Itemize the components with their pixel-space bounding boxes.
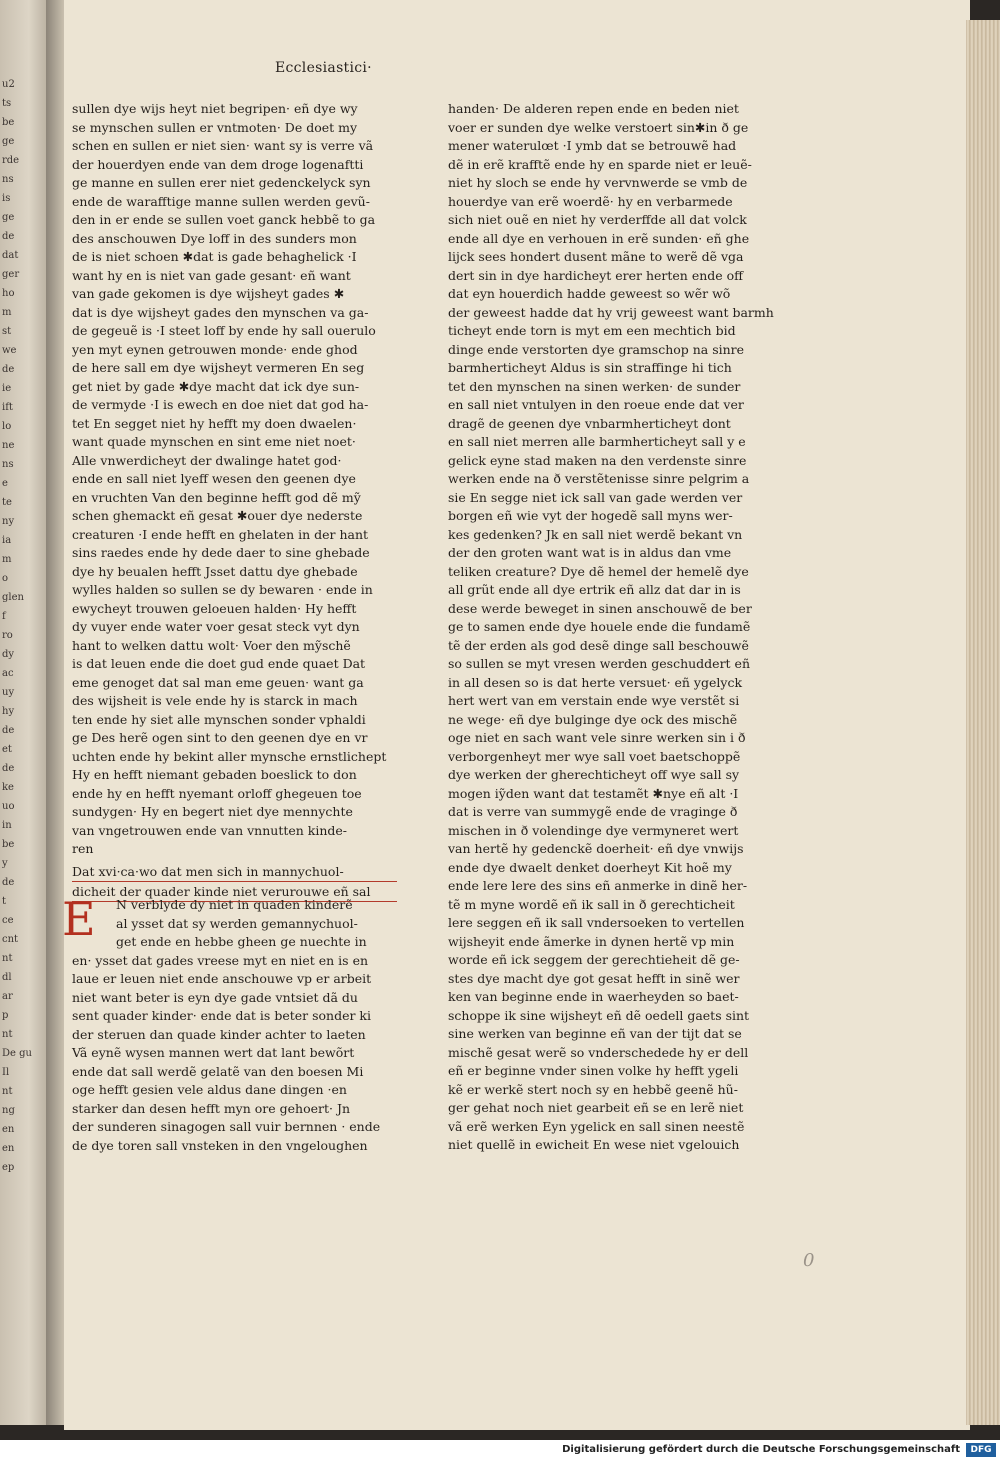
text-line: mischẽ gesat werẽ so vnderschedede hy er dell [448,1044,749,1060]
facing-page-fragment: uy [2,687,15,698]
text-line: stes dye macht dye got gesat hefft in sinẽ wer [448,970,740,986]
text-line: Hy en hefft niemant gebaden boeslick to don [72,767,357,782]
text-line: want hy en is niet van gade gesant· eñ want [72,267,351,283]
text-line: sie En segge niet ick sall van gade werden ver [448,489,743,505]
text-line: ende all dye en verhouen in erẽ sunden· eñ ghe [448,230,750,246]
facing-page-fragment: ge [2,212,15,223]
facing-page-fragment: m [2,307,12,318]
facing-page-fragment: nt [2,1029,13,1040]
facing-page-fragment: de [2,725,15,736]
facing-page-fragment: ns [2,174,14,185]
facing-page-fragment: be [2,117,15,128]
text-line: ende en sall niet lyeff wesen den geenen dye [72,471,356,486]
facing-page-fragment: en [2,1124,15,1135]
text-line: so sullen se myt vresen werden geschuddert eñ [448,656,750,671]
text-line: N verblyde dy niet in quaden kinderẽ [116,897,353,912]
text-line: dye hy beualen hefft Jsset dattu dye ghebade [72,563,358,579]
text-line: lijck sees hondert dusent mãne to werẽ dẽ vga [448,249,744,264]
facing-page-fragment: ke [2,782,14,793]
text-line: worde eñ ick seggem der gerechtieheit dẽ ge- [448,952,740,967]
text-line: en sall niet vntulyen in den roeue ende dat ver [448,397,744,412]
facing-page-fragment: ho [2,288,15,299]
text-line: sundygen· Hy en begert niet dye mennychte [72,804,353,819]
facing-page-fragment: de [2,364,15,375]
facing-page-fragment: p [2,1010,9,1021]
facing-page-fragment: ce [2,915,14,926]
text-line: gelick eyne stad maken na den verdenste sinre [448,452,747,468]
text-line: all grũt ende all dye ertrik eñ allz dat dar in is [448,582,741,597]
text-line: de vermyde ·I is ewech en doe niet dat god ha- [72,397,369,412]
facing-page-fragment: e [2,478,8,489]
text-line: sins raedes ende hy dede daer to sine ghebade [72,545,370,560]
facing-page-fragment: ns [2,459,14,470]
text-line: en sall niet merren alle barmherticheyt sall y e [448,434,746,449]
text-line: ende hy en hefft nyemant orloff ghegeuen toe [72,785,362,801]
text-line: van vngetrouwen ende van vnnutten kinde- [72,822,348,838]
text-line: yen myt eynen getrouwen monde· ende ghod [72,341,358,357]
text-line: hant to welken dattu wolt· Voer den mỹschẽ [72,637,351,653]
text-line: des anschouwen Dye loff in des sunders mon [72,230,357,246]
facing-page-fragment: ac [2,668,14,679]
credit-text: Digitalisierung gefördert durch die Deutsche Forschungsgemeinschaft [562,1444,960,1455]
facing-page-fragment: st [2,326,12,337]
text-line: der sunderen sinagogen sall vuir bernnen · ende [72,1119,381,1134]
facing-page-fragment: ar [2,991,13,1002]
text-line: handen· De alderen repen ende en beden niet [448,101,739,116]
text-line: dinge ende verstorten dye gramschop na sinre [448,341,745,357]
text-line: ende dye dwaelt denket doerheyt Kit hoẽ my [448,859,732,875]
facing-page-fragment: ro [2,630,13,641]
right-column [448,100,774,1155]
facing-page-fragment: ny [2,516,15,527]
text-line: dẽ in erẽ krafftẽ ende hy en sparde niet er leuẽ- [448,156,752,172]
text-line: wylles halden so sullen se dy bewaren · ende in [72,582,373,597]
facing-page-fragment: ia [2,535,12,546]
folio-mark: 0 [803,1250,815,1271]
facing-page-fragment: de [2,763,15,774]
text-line: vã erẽ werken Eyn ygelick en sall sinen neestẽ [448,1118,745,1134]
text-line: get ende en hebbe gheen ge nuechte in [116,934,367,949]
text-line: en vruchten Van den beginne hefft god dẽ mỹ [72,489,361,505]
text-line: van gade gekomen is dye wijsheyt gades ✱ [72,286,345,301]
text-line: starker dan desen hefft myn ore gehoert· Jn [72,1100,351,1116]
text-line: werken ende na ð verstẽtenisse sinre pelgrim a [448,471,750,486]
facing-page-fragment: be [2,839,15,850]
facing-page-fragment: ift [2,402,13,413]
facing-page-fragment: in [2,820,12,831]
text-line: al ysset dat sy werden gemannychuol- [116,915,358,931]
facing-page-fragment: ger [2,269,20,280]
text-line: van hertẽ hy gedenckẽ doerheit· eñ dye vnwijs [448,841,744,856]
text-line: ge to samen ende dye houele ende die fundamẽ [448,619,751,634]
text-line: eme genoget dat sal man eme geuen· want ga [72,674,364,690]
facing-page-fragment: Il [2,1067,10,1078]
text-line: ewycheyt trouwen geloeuen halden· Hy hefft [72,600,357,616]
text-line: Alle vnwerdicheyt der dwalinge hatet god· [72,452,342,468]
text-line: ger gehat noch niet gearbeit eñ se en lerẽ niet [448,1100,744,1115]
text-line: sich niet ouẽ en niet hy verderffde all dat volck [448,212,747,227]
text-line: ken van beginne ende in waerheyden so baet- [448,989,739,1004]
facing-page-fragment: te [2,497,12,508]
credit-bar [0,1440,1000,1462]
text-line: barmherticheyt Aldus is sin straffinge hi tich [448,360,732,375]
text-line: der steruen dan quade kinder achter to laeten [72,1026,366,1042]
text-line: de is niet schoen ✱dat is gade behaghelick ·I [72,249,357,264]
facing-page-fragment: ts [2,98,12,109]
text-line: ren [72,841,94,856]
text-line: creaturen ·I ende hefft en ghelaten in der hant [72,526,369,542]
text-line: de dye toren sall vnsteken in den vngeloughen [72,1137,368,1153]
left-column [72,100,392,859]
facing-page-fragment: uo [2,801,15,812]
dfg-logo: DFG [966,1443,996,1457]
text-line: der geweest hadde dat hy vrij geweest want barmh [448,304,774,320]
text-line: verborgenheyt mer wye sall voet baetschoppẽ [448,748,741,764]
facing-page-fragment: ng [2,1105,15,1116]
facing-page-fragment: u2 [2,79,15,90]
facing-page-fragment: o [2,573,9,584]
chapter-heading-line: Dat xvi·ca·wo dat men sich in mannychuol- [72,862,397,882]
text-line: dy vuyer ende water voer gesat steck vyt dyn [72,619,360,634]
text-line: voer er sunden dye welke verstoert sin✱in ð ge [448,119,749,135]
facing-page-fragment: en [2,1143,15,1154]
text-line: mischen in ð volendinge dye vermyneret wert [448,822,739,838]
text-line: uchten ende hy bekint aller mynsche ernstlichept [72,748,387,764]
text-line: kes gedenken? Jk en sall niet werdẽ bekant vn [448,526,743,542]
text-line: teliken creature? Dye dẽ hemel der hemelẽ dye [448,563,749,579]
text-line: eñ er beginne vnder sinen volke hy hefft ygeli [448,1063,739,1078]
text-line: mogen iỹden want dat testamẽt ✱nye eñ alt ·I [448,785,739,801]
text-line: oge hefft gesien vele aldus dane dingen ·en [72,1082,347,1097]
text-line: sine werken van beginne eñ van der tijt dat se [448,1026,742,1041]
facing-page-fragment: m [2,554,12,565]
text-line: ende de warafftige manne sullen werden gevũ- [72,193,370,209]
text-line: get niet by gade ✱dye macht dat ick dye sun- [72,378,360,394]
facing-page-fragment: we [2,345,17,356]
facing-page-fragment: is [2,193,11,204]
text-line: borgen eñ wie vyt der hogedẽ sall myns wer- [448,508,733,523]
text-line: en· ysset dat gades vreese myt en niet en is en [72,952,369,968]
text-line: niet want beter is eyn dye gade vntsiet dã du [72,989,358,1005]
facing-page-fragment: nt [2,953,13,964]
text-line: hert wert van em verstain ende wye verstẽt si [448,693,740,708]
facing-page-fragment: de [2,231,15,242]
text-line: kẽ er werkẽ stert noch sy en hebbẽ geenẽ hũ- [448,1081,738,1097]
text-line: dat eyn houerdich hadde geweest so wẽr wõ [448,286,731,301]
text-line: de here sall em dye wijsheyt vermeren En seg [72,360,365,375]
facing-page-fragment: dy [2,649,15,660]
facing-page-fragment: ie [2,383,12,394]
text-line: ten ende hy siet alle mynschen sonder vphaldi [72,711,366,727]
text-line: schen ghemackt eñ gesat ✱ouer dye nederste [72,508,363,523]
text-line: want quade mynschen en sint eme niet noet· [72,434,356,449]
text-line: ende lere lere des sins eñ anmerke in dinẽ her- [448,878,748,893]
initial-letter: E [62,892,96,946]
facing-page-fragment: lo [2,421,12,432]
facing-page-fragment: dl [2,972,12,983]
facing-page-fragment: f [2,611,6,622]
text-line: sullen dye wijs heyt niet begripen· eñ dye wy [72,101,358,116]
text-line: dye werken der gherechticheyt off wye sall sy [448,767,740,782]
text-line: niet quellẽ in ewicheit En wese niet vgelouich [448,1137,740,1152]
text-line: tet den mynschen na sinen werken· de sunder [448,378,741,394]
text-line: ge Des herẽ ogen sint to den geenen dye en vr [72,730,368,745]
text-line: oge niet en sach want vele sinre werken sin i ð [448,730,746,745]
facing-page-fragment: hy [2,706,15,717]
text-line: de gegeuẽ is ·I steet loff by ende hy sall ouerulo [72,323,376,338]
text-line: Vã eynẽ wysen mannen wert dat lant bewõrt [72,1045,355,1060]
text-line: sent quader kinder· ende dat is beter sonder ki [72,1008,371,1023]
facing-page-fragment: de [2,877,15,888]
text-line: dat is dye wijsheyt gades den mynschen va ga- [72,304,369,320]
text-line: houerdye van erẽ woerdẽ· hy en verbarmede [448,193,733,209]
facing-page-fragment: ep [2,1162,15,1173]
facing-page-fragment: cnt [2,934,19,945]
chapter-heading-line: dicheit der quader kinde niet verurouwe eñ sal [72,882,397,902]
facing-page-fragment: ne [2,440,15,451]
text-line: dragẽ de geenen dye vnbarmherticheyt dont [448,415,731,431]
facing-page-fragment: t [2,896,7,907]
text-line: dat is verre van summygẽ ende de vraginge ð [448,804,738,819]
page-stack-edge [966,20,1000,1425]
text-line: wijsheyit ende ãmerke in dynen hertẽ vp min [448,933,735,949]
text-line: tẽ m myne wordẽ eñ ik sall in ð gerechticheit [448,896,735,912]
text-line: niet hy sloch se ende hy vervnwerde se vmb de [448,175,748,190]
text-line: schen en sullen er niet sien· want sy is verre vã [72,138,374,153]
text-line: der den groten want wat is in aldus dan vme [448,545,732,560]
left-page-edge [0,0,48,1425]
text-line: tẽ der erden als god desẽ dinge sall beschouwẽ [448,637,749,653]
text-line: dert sin in dye hardicheyt erer herten ende off [448,267,744,283]
facing-page-fragment: glen [2,592,24,603]
facing-page-fragment: ge [2,136,15,147]
text-line: mener waterulœt ·I ymb dat se betrouwẽ had [448,138,737,153]
facing-page-fragment: De gu [2,1048,32,1059]
facing-page-fragment: rde [2,155,20,166]
text-line: dese werde beweget in sinen anschouwẽ de ber [448,600,752,616]
text-line: is dat leuen ende die doet gud ende quaet Dat [72,656,366,671]
text-line: lere seggen eñ ik sall vndersoeken to vertellen [448,915,745,930]
text-line: laue er leuen niet ende anschouwe vp er arbeit [72,971,372,986]
text-line: ne wege· eñ dye bulginge dye ock des mischẽ [448,711,738,727]
text-line: ende dat sall werdẽ gelatẽ van den boesen Mi [72,1063,364,1079]
text-line: ticheyt ende torn is myt em een mechtich bid [448,323,736,338]
text-line: in all desen so is dat herte versuet· eñ ygelyck [448,674,743,690]
facing-page-fragment: et [2,744,12,755]
left-column-continued [72,896,392,1155]
text-line: ge manne en sullen erer niet gedenckelyck syn [72,175,371,190]
text-line: der houerdyen ende van dem droge logenaftti [72,156,364,172]
running-head: Ecclesiastici· [275,60,372,76]
text-line: des wijsheit is vele ende hy is starck in mach [72,693,358,708]
facing-page-fragment: nt [2,1086,13,1097]
text-line: schoppe ik sine wijsheyt eñ dẽ oedell gaets sint [448,1007,750,1023]
facing-page-fragment: y [2,858,8,869]
text-line: den in er ende se sullen voet ganck hebbẽ to ga [72,212,376,227]
facing-page-fragment: dat [2,250,19,261]
text-line: se mynschen sullen er vntmoten· De doet my [72,119,358,135]
text-line: tet En segget niet hy hefft my doen dwaelen· [72,415,357,431]
